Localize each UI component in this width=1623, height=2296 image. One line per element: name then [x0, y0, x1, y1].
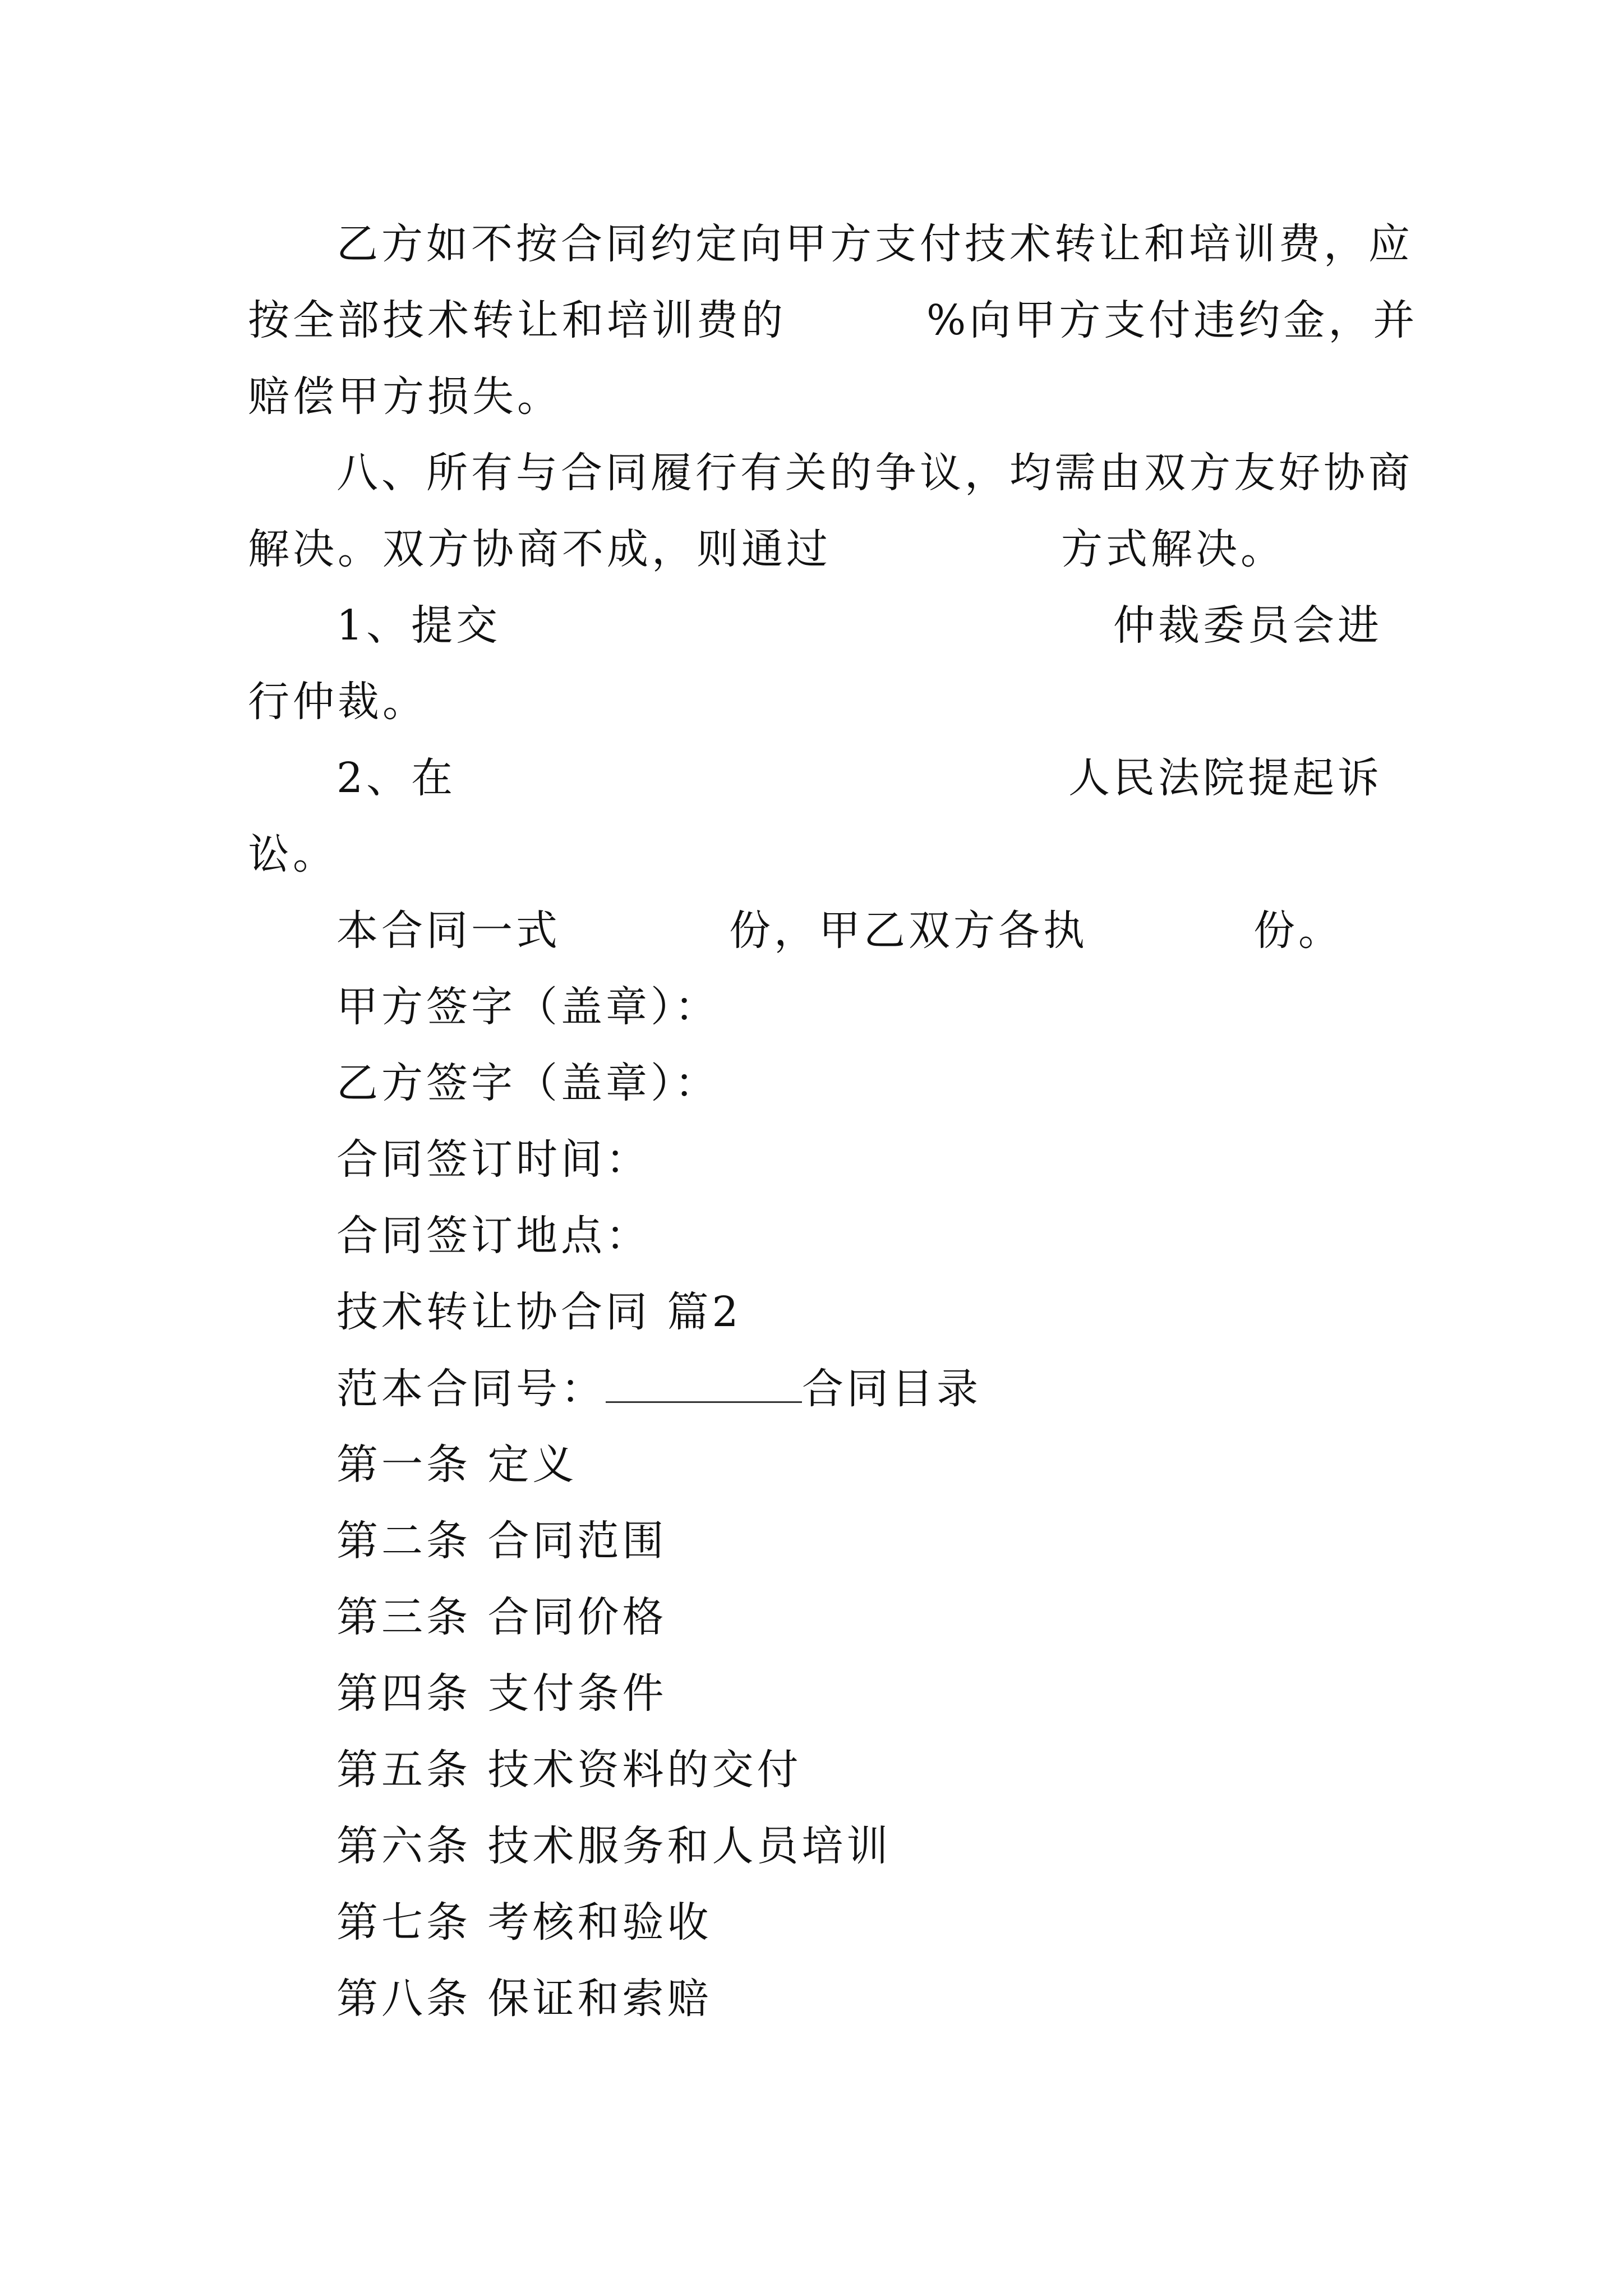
toc-item-7: 第七条 考核和验收: [336, 1898, 712, 1947]
paragraph-2-line-2: 解决。双方协商不成，则通过 方式解决。: [248, 525, 1285, 573]
toc-item-2: 第二条 合同范围: [336, 1517, 667, 1565]
signing-place-label: 合同签订地点：: [336, 1212, 651, 1260]
paragraph-1-line-1: 乙方如不按合同约定向甲方支付技术转让和培训费，应: [336, 220, 1413, 268]
contract-number-line: 范本合同号： 合同目录: [336, 1365, 981, 1413]
copies-line-a: 本合同一式: [336, 907, 561, 955]
copies-line-c: 份。: [1253, 907, 1343, 955]
toc-item-5: 第五条 技术资料的交付: [336, 1746, 802, 1794]
paragraph-4-line-1-end: 人民法院提起诉: [1068, 754, 1382, 802]
toc-item-3: 第三条 合同价格: [336, 1593, 667, 1641]
signing-time-label: 合同签订时间：: [336, 1135, 651, 1184]
paragraph-1-line-3: 赔偿甲方损失。: [248, 372, 562, 421]
toc-item-1: 第一条 定义: [336, 1441, 578, 1489]
toc-item-6: 第六条 技术服务和人员培训: [336, 1822, 892, 1870]
contract-number-blank: [606, 1368, 802, 1403]
toc-item-8: 第八条 保证和索赔: [336, 1975, 712, 2023]
paragraph-3-line-1: 1、提交: [336, 601, 501, 650]
section-heading: 技术转让协合同 篇2: [336, 1288, 742, 1336]
party-b-signature-label: 乙方签字（盖章）：: [336, 1059, 720, 1107]
party-a-signature-label: 甲方签字（盖章）：: [336, 983, 720, 1031]
paragraph-2-line-1: 八、所有与合同履行有关的争议，均需由双方友好协商: [336, 449, 1413, 497]
toc-item-4: 第四条 支付条件: [336, 1669, 667, 1718]
paragraph-1-line-2: 按全部技术转让和培训费的 %向甲方支付违约金，并: [248, 296, 1418, 344]
paragraph-3-line-2: 行仲裁。: [248, 678, 427, 726]
copies-line-b: 份，甲乙双方各执: [729, 907, 1088, 955]
paragraph-4-line-1: 2、在: [336, 754, 457, 802]
paragraph-3-line-1-end: 仲裁委员会进: [1113, 601, 1382, 650]
paragraph-4-line-2: 讼。: [248, 830, 338, 878]
